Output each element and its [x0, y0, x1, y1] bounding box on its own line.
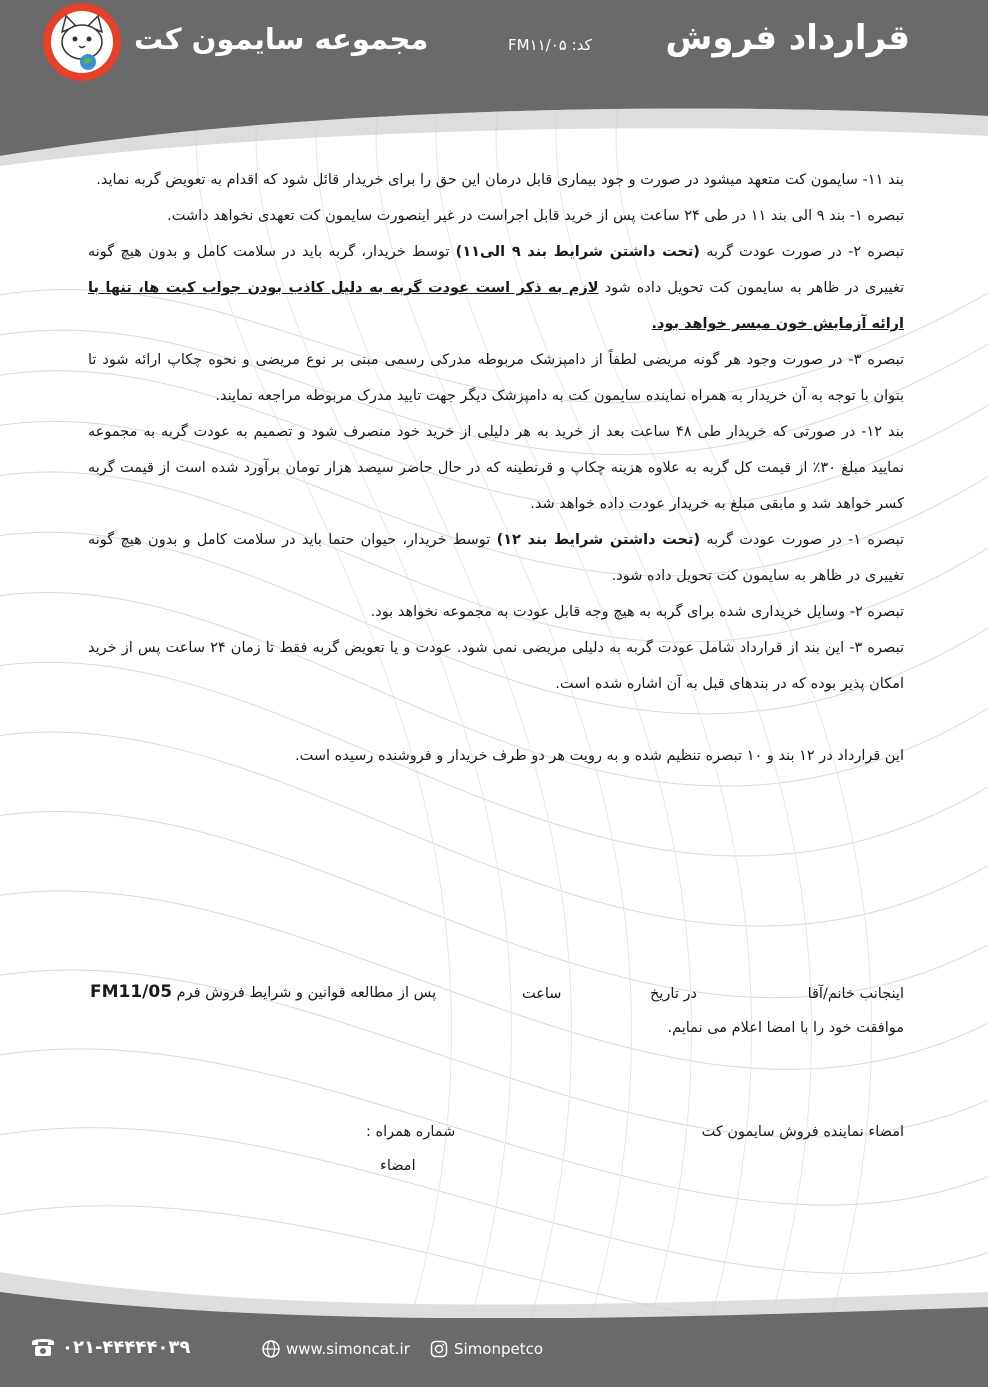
footer-wave [0, 1262, 988, 1322]
note-1-clause-11: تبصره ۱- بند ۹ الی بند ۱۱ در طی ۲۴ ساعت پس از خرید قابل اجراست در غیر اینصورت سایمون کت تعهدی نخواهد داشت. [167, 208, 904, 224]
clause-12: بند ۱۲- در صورتی که خریدار طی ۴۸ ساعت بعد از خرید به هر دلیلی از خرید خود منصرف شود و تصمیم به عودت گربه به مجموعه نمایید مبلغ ۳۰٪ از قیمت کل گربه به علاوه هزینه چکاپ و قرنطینه که در حال حاضر سیصد هزار تومان برآورد شده است از قیمت گربه کسر خواهد شد و مابقی مبلغ به خریدار عودت داده خواهد شد. [88, 424, 904, 512]
note-2-clause-12: تبصره ۲- وسایل خریداری شده برای گربه به هیچ وجه قابل عودت به مجموعه نخواهد بود. [370, 604, 904, 620]
website-contact [262, 1340, 410, 1358]
note-2-clause-11: تبصره ۲- در صورت عودت گربه (تحت داشتن شرایط بند ۹ الی۱۱) توسط خریدار، گربه باید در سلامت کامل و بدون هیچ گونه تغییری در ظاهر به سایمون کت تحویل داده شود لازم به ذکر است عودت گربه به دلیل کاذب بودن جواب کیت ها، تنها با ارائه آزمایش خون میسر خواهد بود. [88, 244, 905, 332]
rep-signature-label: امضاء نماینده فروش سایمون کت [701, 1124, 904, 1140]
note-3-clause-11: تبصره ۳- در صورت وجود هر گونه مریضی لطفاً از دامپزشک مربوطه مدرکی رسمی مبنی بر نوع مریضی و نحوه چکاپ ارائه شود تا بتوان با توجه به آن خریدار به همراه نماینده سایمون کت به دامپزشک دیگر جهت تایید مدرک مربوطه مراجعه نمایند. [88, 352, 904, 404]
code-value: FM۱۱/۰۵ [508, 36, 567, 54]
time-label: ساعت [522, 986, 562, 1002]
clause-11: بند ۱۱- سایمون کت متعهد میشود در صورت و جود بیماری قابل درمان این حق را برای خریدار قائل شود که اقدام به تعویض گربه نماید. [96, 172, 904, 188]
cat-logo-icon [42, 2, 122, 82]
mobile-label: شماره همراه : [366, 1124, 456, 1140]
document-title: قرارداد فروش [665, 18, 910, 58]
brand-name: مجموعه سایمون کت [134, 22, 429, 56]
phone-contact [30, 1336, 190, 1358]
contract-summary: این قرارداد در ۱۲ بند و ۱۰ تبصره تنظیم شده و به رویت هر دو طرف خریدار و فروشنده رسیده است. [295, 748, 904, 764]
phone-number: ۰۲۱-۴۴۴۴۴۰۳۹ [62, 1336, 191, 1358]
sign-label: امضاء [380, 1158, 416, 1174]
contract-body [88, 162, 904, 774]
underlined-note: لازم به ذکر است عودت گربه به دلیل کاذب بودن جواب کیت ها، تنها با ارائه آزمایش خون میسر خواهد بود. [88, 280, 904, 332]
note-1-clause-12: تبصره ۱- در صورت عودت گربه (تحت داشتن شرایط بند ۱۲) توسط خریدار، حیوان حتما باید در سلامت کامل و بدون هیچ گونه تغییری در ظاهر به سایمون کت تحویل داده شود. [88, 532, 904, 584]
header-wave [0, 96, 988, 166]
bold-conditions-12: (تحت داشتن شرایط بند ۱۲) [496, 532, 701, 548]
form-code [508, 36, 592, 54]
date-label: در تاریخ [650, 986, 697, 1002]
form-code-ref: FM11/05 [90, 982, 173, 1002]
globe-icon [262, 1340, 280, 1358]
note-3-clause-12: تبصره ۳- این بند از قرارداد شامل عودت گربه به دلیلی مریضی نمی شود. عودت و یا تعویض گربه فقط تا زمان ۲۴ ساعت پس از خرید امکان پذیر بوده که در بندهای قبل به آن اشاره شده است. [88, 640, 904, 692]
code-label: کد: [571, 36, 592, 54]
website-link[interactable]: www.simoncat.ir [286, 1340, 410, 1358]
bold-conditions: (تحت داشتن شرایط بند ۹ الی۱۱) [455, 244, 700, 260]
consent-text: موافقت خود را با امضا اعلام می نمایم. [667, 1020, 904, 1036]
header-bar [0, 0, 988, 106]
after-reading-text: پس از مطالعه قوانین و شرایط فروش فرم FM11/05 [90, 982, 437, 1002]
instagram-contact [430, 1340, 543, 1358]
instagram-handle[interactable]: Simonpetco [454, 1340, 544, 1358]
footer-bar [0, 1318, 988, 1387]
applicant-label: اینجانب خانم/آقا [807, 986, 904, 1002]
instagram-icon [430, 1340, 448, 1358]
telephone-icon [30, 1336, 56, 1358]
